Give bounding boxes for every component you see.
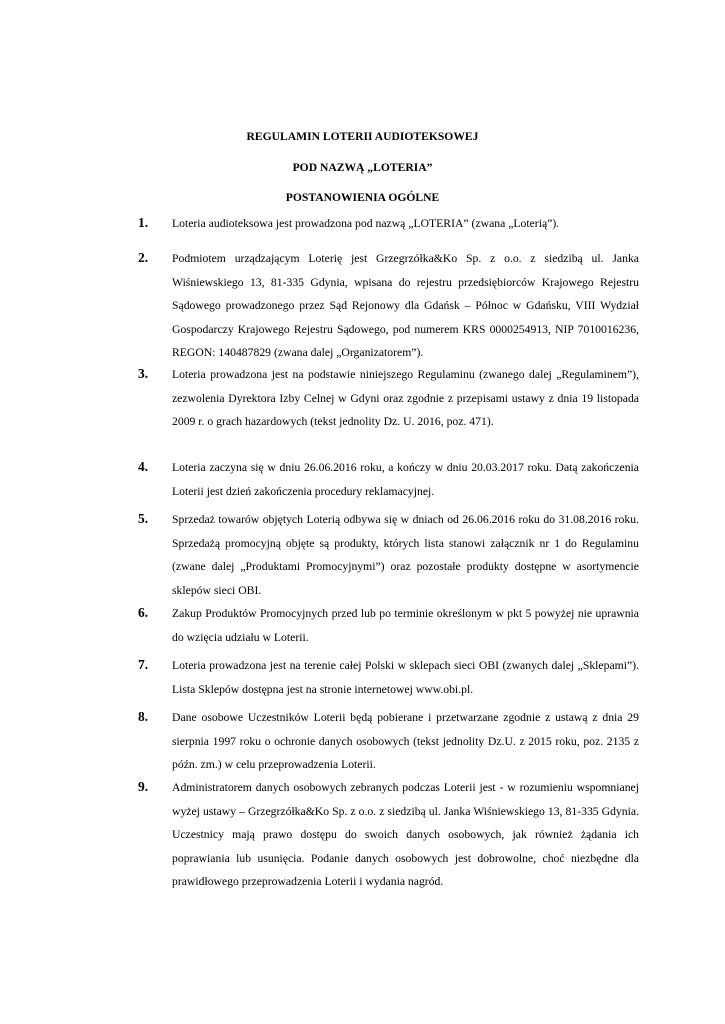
item-number: 7. bbox=[138, 657, 149, 672]
item-text: Administratorem danych osobowych zebranych podczas Loterii jest - w rozumieniu wspomnianej wyżej ustawy – Grzegrzółka&Ko Sp. z o.o. z siedzibą ul. Janka Wiśniewskiego 13, 81-335 Gdynia. Uczestnicy mają prawo dostępu do swoich danych osobowych, jak również żądania ich poprawiania lub usunięcia. Podanie danych osobowych jest dobrowolne, choć niezbędne dla prawidłowego przeprowadzenia Loterii i wydania nagród. bbox=[172, 781, 639, 888]
item-number: 5. bbox=[138, 511, 149, 526]
section-title bbox=[0, 191, 725, 205]
item-text: Dane osobowe Uczestników Loterii będą pobierane i przetwarzane zgodnie z ustawą z dnia 29 sierpnia 1997 roku o ochronie danych osobowych (tekst jednolity Dz.U. z 2015 roku, poz. 2135 z późn. zm.) w celu przeprowadzenia Loterii. bbox=[172, 711, 639, 771]
item-number: 8. bbox=[138, 709, 149, 724]
item-text: Podmiotem urządzającym Loterię jest Grzegrzółka&Ko Sp. z o.o. z siedzibą ul. Janka Wiśniewskiego 13, 81-335 Gdynia, wpisana do rejestru przedsiębiorców Krajowego Rejestru Sądowego prowadzonego przez Sąd Rejonowy dla Gdańsk – Północ w Gdańsku, VIII Wydział Gospodarczy Krajowego Rejestru Sądowego, pod numerem KRS 0000254913, NIP 7010016236, REGON: 140487829 (zwana dalej „Organizatorem”). bbox=[172, 252, 639, 359]
item-text: Loteria prowadzona jest na podstawie niniejszego Regulaminu (zwanego dalej „Regulaminem”), zezwolenia Dyrektora Izby Celnej w Gdyni oraz zgodnie z przepisami ustawy z dnia 19 listopada 2009 r. o grach hazardowych (tekst jednolity Dz. U. 2016, poz. 471). bbox=[172, 368, 639, 428]
document-subtitle bbox=[0, 161, 725, 175]
item-number: 2. bbox=[138, 250, 149, 265]
item-number: 4. bbox=[138, 459, 149, 474]
item-number: 6. bbox=[138, 605, 149, 620]
item-number: 1. bbox=[138, 215, 149, 230]
document-title-text: REGULAMIN LOTERII AUDIOTEKSOWEJ bbox=[246, 130, 479, 143]
document-title bbox=[0, 130, 725, 144]
item-number: 3. bbox=[138, 366, 149, 381]
item-text: Zakup Produktów Promocyjnych przed lub po terminie określonym w pkt 5 powyżej nie uprawnia do wzięcia udziału w Loterii. bbox=[172, 607, 639, 644]
item-text: Loteria zaczyna się w dniu 26.06.2016 roku, a kończy w dniu 20.03.2017 roku. Datą zakończenia Loterii jest dzień zakończenia procedury reklamacyjnej. bbox=[172, 461, 639, 498]
item-text: Loteria prowadzona jest na terenie całej Polski w sklepach sieci OBI (zwanych dalej „Sklepami”). Lista Sklepów dostępna jest na stronie internetowej www.obi.pl. bbox=[172, 659, 639, 696]
item-number: 9. bbox=[138, 779, 149, 794]
item-text: Sprzedaż towarów objętych Loterią odbywa się w dniach od 26.06.2016 roku do 31.08.2016 roku. Sprzedażą promocyjną objęte są produkty, których lista stanowi załącznik nr 1 do Regulaminu (zwane dalej „Produktami Promocyjnymi”) oraz pozostałe produkty dostępne w asortymencie sklepów sieci OBI. bbox=[172, 513, 639, 597]
section-title-text: POSTANOWIENIA OGÓLNE bbox=[285, 191, 440, 204]
document-subtitle-text: POD NAZWĄ „LOTERIA” bbox=[292, 161, 433, 174]
item-text: Loteria audioteksowa jest prowadzona pod nazwą „LOTERIA” (zwana „Loterią”). bbox=[172, 217, 560, 230]
